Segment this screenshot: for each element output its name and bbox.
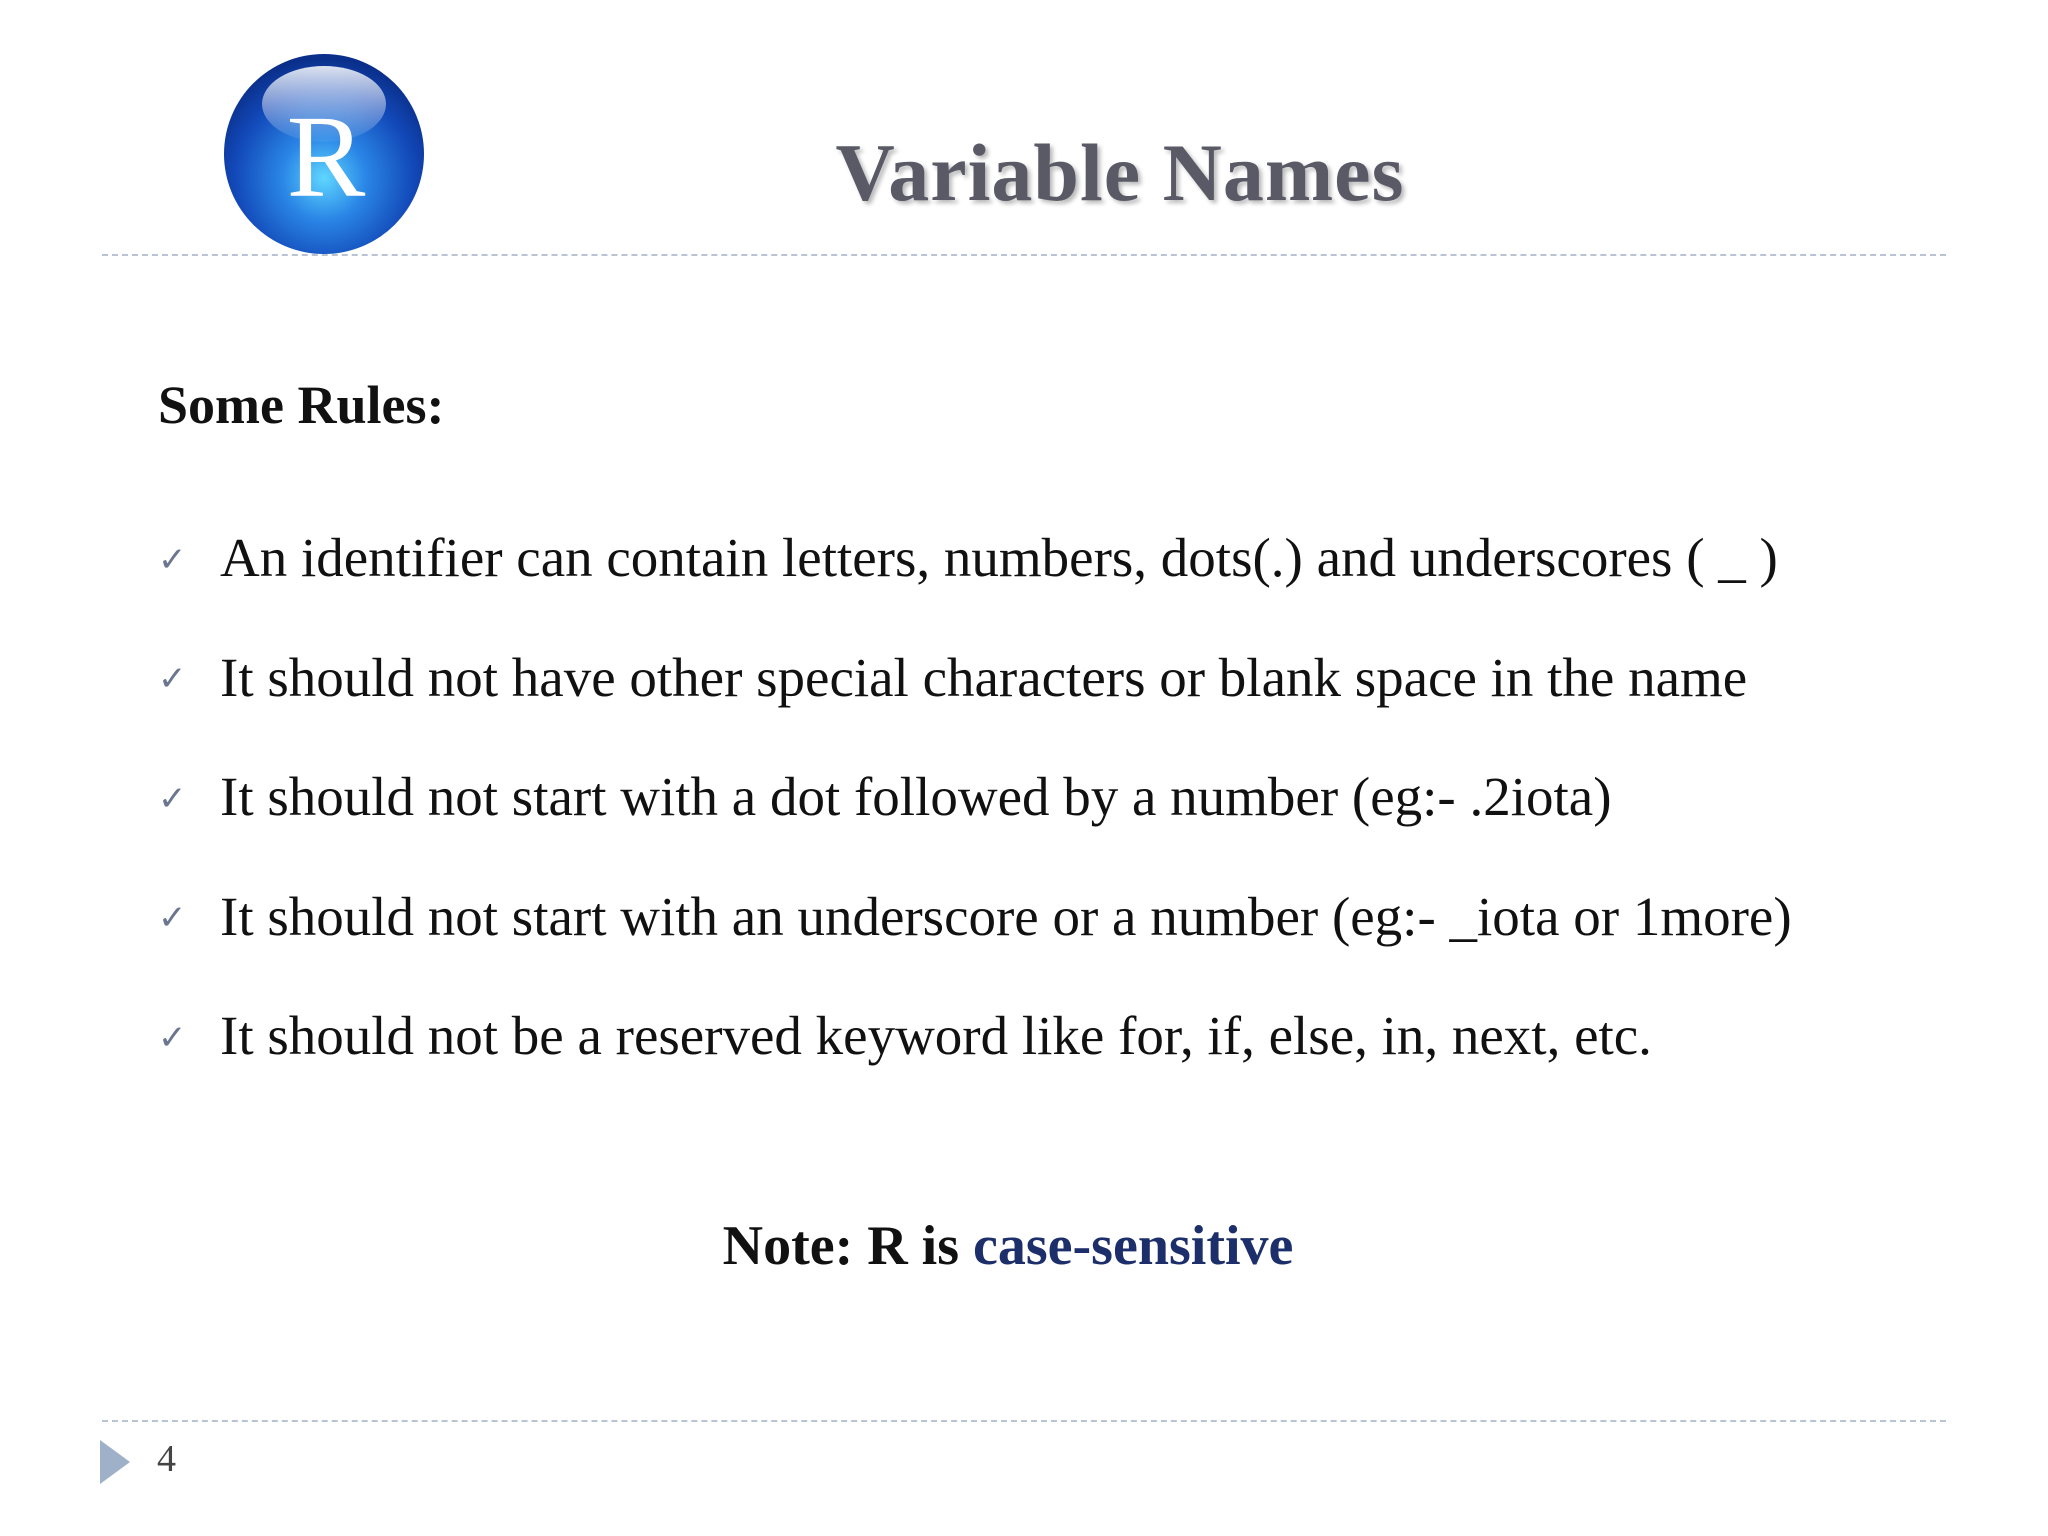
page-number: 4	[157, 1438, 176, 1480]
note-highlight: case-sensitive	[973, 1215, 1294, 1277]
rule-item	[158, 498, 1792, 618]
rule-item	[158, 976, 1792, 1096]
bottom-divider	[102, 1420, 1946, 1422]
note	[0, 1215, 2016, 1277]
check-icon: ✓	[158, 539, 187, 580]
check-icon: ✓	[158, 659, 187, 700]
section-heading: Some Rules:	[158, 375, 445, 435]
rule-text: It should not start with an underscore or a number (eg:- _iota or 1more)	[220, 885, 1792, 947]
slide-title: Variable Names	[835, 127, 1405, 218]
rule-item	[158, 618, 1792, 738]
rule-text: It should not be a reserved keyword like for, if, else, in, next, etc.	[220, 1005, 1652, 1067]
rules-list	[158, 498, 1792, 1096]
rule-text: It should not have other special characters or blank space in the name	[220, 646, 1748, 708]
play-icon	[100, 1440, 130, 1484]
r-logo	[222, 52, 426, 256]
rule-item	[158, 857, 1792, 977]
rule-text: It should not start with a dot followed by a number (eg:- .2iota)	[220, 766, 1612, 828]
rule-item	[158, 737, 1792, 857]
check-icon: ✓	[158, 1017, 187, 1058]
check-icon: ✓	[158, 898, 187, 939]
note-prefix: Note: R is	[722, 1215, 974, 1277]
top-divider	[102, 254, 1946, 256]
rule-text: An identifier can contain letters, numbers, dots(.) and underscores ( _ )	[220, 527, 1778, 589]
logo-letter: R	[286, 91, 366, 222]
check-icon: ✓	[158, 778, 187, 819]
